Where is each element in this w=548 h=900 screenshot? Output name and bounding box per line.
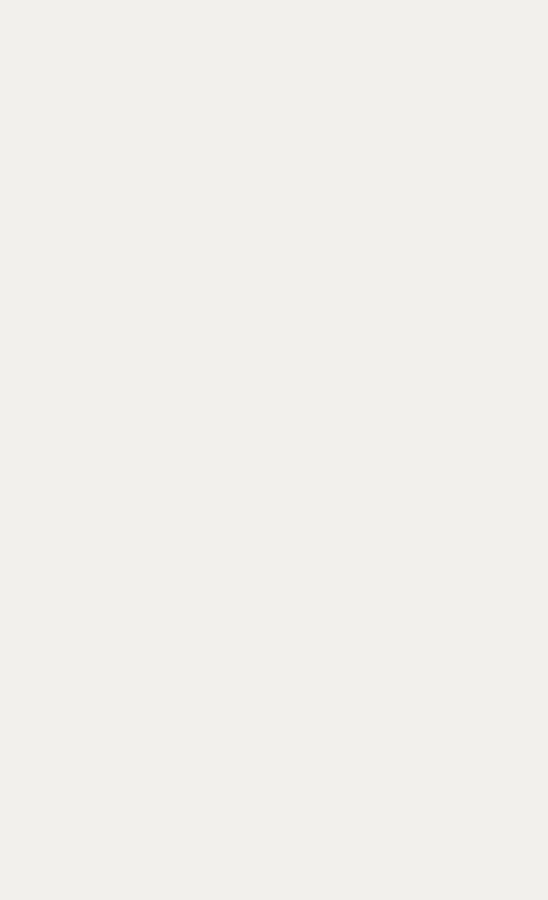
hypsometric-figure [95,192,465,502]
hypsometric-chart [95,192,465,502]
